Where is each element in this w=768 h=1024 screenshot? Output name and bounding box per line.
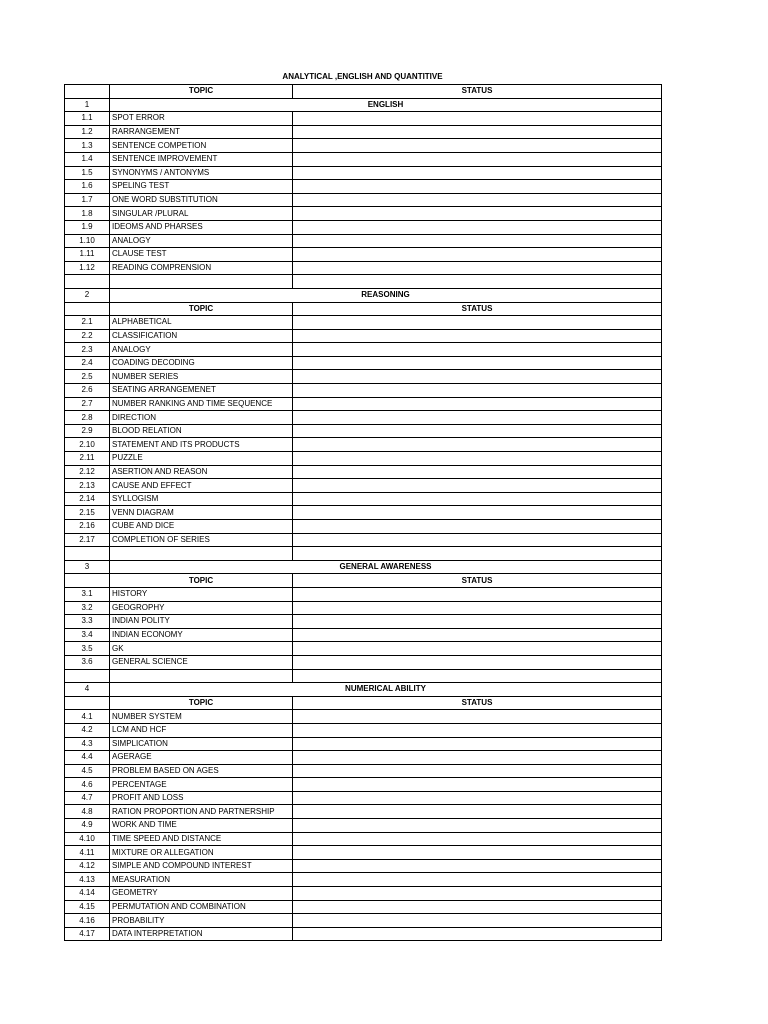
section-row [65,288,662,302]
table-row [65,764,662,778]
item-topic: PROFIT AND LOSS [110,791,293,805]
item-topic: ANALOGY [110,234,293,248]
table-row [65,520,662,534]
item-number: 1.2 [65,125,110,139]
item-status[interactable] [293,465,662,479]
item-number: 4.2 [65,723,110,737]
section-subheader-row [65,696,662,710]
item-status[interactable] [293,819,662,833]
table-row [65,424,662,438]
item-topic: PERCENTAGE [110,778,293,792]
table-row [65,465,662,479]
subheader-topic: TOPIC [110,574,293,588]
item-number: 2.11 [65,452,110,466]
item-status[interactable] [293,615,662,629]
section-row [65,683,662,697]
item-status[interactable] [293,384,662,398]
item-number: 3.2 [65,601,110,615]
item-topic: SYLLOGISM [110,492,293,506]
item-topic: LCM AND HCF [110,723,293,737]
blank-row [65,275,662,289]
item-status[interactable] [293,125,662,139]
table-row [65,234,662,248]
item-status[interactable] [293,112,662,126]
subheader-topic: TOPIC [110,302,293,316]
item-topic: CUBE AND DICE [110,520,293,534]
item-number: 4.5 [65,764,110,778]
item-number: 1.12 [65,261,110,275]
subheader-topic: TOPIC [110,696,293,710]
table-row [65,506,662,520]
subheader-number-cell [65,574,110,588]
table-row [65,927,662,941]
item-number: 4.3 [65,737,110,751]
blank-cell [65,669,110,683]
table-row [65,207,662,221]
table-header-row [65,85,662,99]
item-number: 2.17 [65,533,110,547]
table-row [65,411,662,425]
table-row [65,193,662,207]
section-subheader-row [65,302,662,316]
section-subheader-row [65,574,662,588]
item-topic: CLAUSE TEST [110,248,293,262]
item-topic: SPOT ERROR [110,112,293,126]
subheader-status: STATUS [293,574,662,588]
blank-row [65,669,662,683]
item-number: 1.11 [65,248,110,262]
table-row [65,778,662,792]
section-number: 4 [65,683,110,697]
document-title: ANALYTICAL ,ENGLISH AND QUANTITIVE [282,72,443,81]
table-row [65,316,662,330]
table-row [65,492,662,506]
item-topic: RATION PROPORTION AND PARTNERSHIP [110,805,293,819]
item-status[interactable] [293,764,662,778]
table-row [65,791,662,805]
item-topic: SPELING TEST [110,180,293,194]
item-number: 4.1 [65,710,110,724]
item-topic: SIMPLE AND COMPOUND INTEREST [110,859,293,873]
item-number: 2.8 [65,411,110,425]
item-status[interactable] [293,492,662,506]
table-row [65,859,662,873]
item-status[interactable] [293,329,662,343]
item-number: 1.3 [65,139,110,153]
section-title: REASONING [110,288,662,302]
blank-cell [110,547,293,561]
item-status[interactable] [293,220,662,234]
item-number: 3.6 [65,655,110,669]
item-number: 1.9 [65,220,110,234]
item-status[interactable] [293,438,662,452]
topics-table [64,84,662,941]
table-row [65,533,662,547]
header-topic: TOPIC [110,85,293,99]
item-status[interactable] [293,778,662,792]
item-number: 2.16 [65,520,110,534]
item-status[interactable] [293,397,662,411]
item-status[interactable] [293,927,662,941]
table-row [65,737,662,751]
item-topic: READING COMPRENSION [110,261,293,275]
item-number: 3.4 [65,628,110,642]
table-row [65,397,662,411]
table-row [65,166,662,180]
item-status[interactable] [293,751,662,765]
item-topic: ANALOGY [110,343,293,357]
item-number: 4.15 [65,900,110,914]
table-row [65,479,662,493]
table-row [65,329,662,343]
item-status[interactable] [293,180,662,194]
item-status[interactable] [293,832,662,846]
item-topic: CAUSE AND EFFECT [110,479,293,493]
item-number: 4.8 [65,805,110,819]
item-number: 2.1 [65,316,110,330]
item-topic: GEOMETRY [110,887,293,901]
item-status[interactable] [293,887,662,901]
section-title: GENERAL AWARENESS [110,560,662,574]
item-topic: AGERAGE [110,751,293,765]
item-number: 4.14 [65,887,110,901]
item-status[interactable] [293,343,662,357]
item-status[interactable] [293,316,662,330]
item-number: 2.7 [65,397,110,411]
section-row [65,98,662,112]
subheader-number-cell [65,696,110,710]
table-row [65,139,662,153]
item-status[interactable] [293,452,662,466]
table-row [65,873,662,887]
item-topic: ONE WORD SUBSTITUTION [110,193,293,207]
header-status: STATUS [293,85,662,99]
item-topic: ASERTION AND REASON [110,465,293,479]
item-number: 2.10 [65,438,110,452]
item-number: 4.10 [65,832,110,846]
item-topic: DIRECTION [110,411,293,425]
item-topic: PROBABILITY [110,914,293,928]
item-topic: MEASURATION [110,873,293,887]
table-row [65,125,662,139]
blank-cell [110,275,293,289]
item-number: 1.7 [65,193,110,207]
item-number: 2.3 [65,343,110,357]
table-row [65,914,662,928]
item-status[interactable] [293,914,662,928]
table-row [65,587,662,601]
item-topic: SENTENCE IMPROVEMENT [110,152,293,166]
section-row [65,560,662,574]
item-topic: MIXTURE OR ALLEGATION [110,846,293,860]
table-row [65,805,662,819]
table-row [65,112,662,126]
item-topic: SIMPLICATION [110,737,293,751]
item-status[interactable] [293,587,662,601]
item-status[interactable] [293,520,662,534]
item-topic: VENN DIAGRAM [110,506,293,520]
item-status[interactable] [293,193,662,207]
table-row [65,751,662,765]
item-number: 2.2 [65,329,110,343]
section-title: NUMERICAL ABILITY [110,683,662,697]
item-number: 4.7 [65,791,110,805]
table-row [65,370,662,384]
item-status[interactable] [293,152,662,166]
item-status[interactable] [293,873,662,887]
item-topic: PUZZLE [110,452,293,466]
item-topic: HISTORY [110,587,293,601]
item-status[interactable] [293,356,662,370]
item-number: 1.8 [65,207,110,221]
item-topic: WORK AND TIME [110,819,293,833]
item-number: 3.3 [65,615,110,629]
table-row [65,846,662,860]
item-status[interactable] [293,261,662,275]
item-number: 2.14 [65,492,110,506]
subheader-number-cell [65,302,110,316]
table-row [65,819,662,833]
item-topic: COADING DECODING [110,356,293,370]
item-number: 1.5 [65,166,110,180]
item-topic: BLOOD RELATION [110,424,293,438]
item-number: 4.11 [65,846,110,860]
item-status[interactable] [293,737,662,751]
item-topic: NUMBER SERIES [110,370,293,384]
table-row [65,710,662,724]
item-status[interactable] [293,533,662,547]
blank-cell [110,669,293,683]
item-number: 4.13 [65,873,110,887]
item-status[interactable] [293,234,662,248]
item-status[interactable] [293,655,662,669]
item-status[interactable] [293,248,662,262]
item-status[interactable] [293,479,662,493]
table-row [65,601,662,615]
item-topic: GK [110,642,293,656]
section-number: 3 [65,560,110,574]
item-status[interactable] [293,628,662,642]
table-row [65,723,662,737]
item-topic: NUMBER SYSTEM [110,710,293,724]
blank-row [65,547,662,561]
table-row [65,832,662,846]
item-topic: INDIAN POLITY [110,615,293,629]
item-status[interactable] [293,859,662,873]
item-number: 1.4 [65,152,110,166]
subheader-status: STATUS [293,302,662,316]
table-row [65,628,662,642]
item-number: 1.6 [65,180,110,194]
blank-cell [65,275,110,289]
item-number: 2.13 [65,479,110,493]
item-number: 3.5 [65,642,110,656]
item-status[interactable] [293,723,662,737]
item-topic: STATEMENT AND ITS PRODUCTS [110,438,293,452]
item-topic: RARRANGEMENT [110,125,293,139]
item-topic: ALPHABETICAL [110,316,293,330]
item-number: 2.4 [65,356,110,370]
table-row [65,343,662,357]
blank-cell [293,669,662,683]
item-status[interactable] [293,370,662,384]
item-status[interactable] [293,411,662,425]
item-topic: COMPLETION OF SERIES [110,533,293,547]
item-number: 2.5 [65,370,110,384]
item-status[interactable] [293,207,662,221]
item-topic: NUMBER RANKING AND TIME SEQUENCE [110,397,293,411]
item-status[interactable] [293,846,662,860]
item-status[interactable] [293,424,662,438]
topics-table-body [65,85,662,941]
table-row [65,356,662,370]
item-status[interactable] [293,710,662,724]
item-topic: PROBLEM BASED ON AGES [110,764,293,778]
item-status[interactable] [293,791,662,805]
header-number-cell [65,85,110,99]
table-row [65,642,662,656]
item-topic: IDEOMS AND PHARSES [110,220,293,234]
item-topic: INDIAN ECONOMY [110,628,293,642]
table-row [65,452,662,466]
section-number: 1 [65,98,110,112]
blank-cell [293,547,662,561]
item-status[interactable] [293,166,662,180]
table-row [65,887,662,901]
item-status[interactable] [293,601,662,615]
item-status[interactable] [293,642,662,656]
table-row [65,261,662,275]
item-number: 2.15 [65,506,110,520]
item-number: 2.12 [65,465,110,479]
item-number: 2.9 [65,424,110,438]
item-topic: SEATING ARRANGEMENET [110,384,293,398]
item-number: 4.16 [65,914,110,928]
item-status[interactable] [293,900,662,914]
item-number: 4.17 [65,927,110,941]
table-row [65,655,662,669]
section-number: 2 [65,288,110,302]
item-topic: GEOGROPHY [110,601,293,615]
blank-cell [65,547,110,561]
table-row [65,900,662,914]
item-topic: DATA INTERPRETATION [110,927,293,941]
table-row [65,220,662,234]
item-topic: SYNONYMS / ANTONYMS [110,166,293,180]
table-row [65,384,662,398]
item-number: 1.10 [65,234,110,248]
item-status[interactable] [293,805,662,819]
item-number: 1.1 [65,112,110,126]
item-topic: SENTENCE COMPETION [110,139,293,153]
blank-cell [293,275,662,289]
item-topic: SINGULAR /PLURAL [110,207,293,221]
item-number: 4.12 [65,859,110,873]
section-title: ENGLISH [110,98,662,112]
item-number: 4.4 [65,751,110,765]
table-row [65,180,662,194]
item-topic: TIME SPEED AND DISTANCE [110,832,293,846]
table-row [65,248,662,262]
item-topic: CLASSIFICATION [110,329,293,343]
item-topic: GENERAL SCIENCE [110,655,293,669]
table-row [65,438,662,452]
table-row [65,152,662,166]
table-row [65,615,662,629]
item-number: 4.9 [65,819,110,833]
subheader-status: STATUS [293,696,662,710]
item-topic: PERMUTATION AND COMBINATION [110,900,293,914]
item-number: 3.1 [65,587,110,601]
item-number: 2.6 [65,384,110,398]
item-number: 4.6 [65,778,110,792]
item-status[interactable] [293,506,662,520]
item-status[interactable] [293,139,662,153]
